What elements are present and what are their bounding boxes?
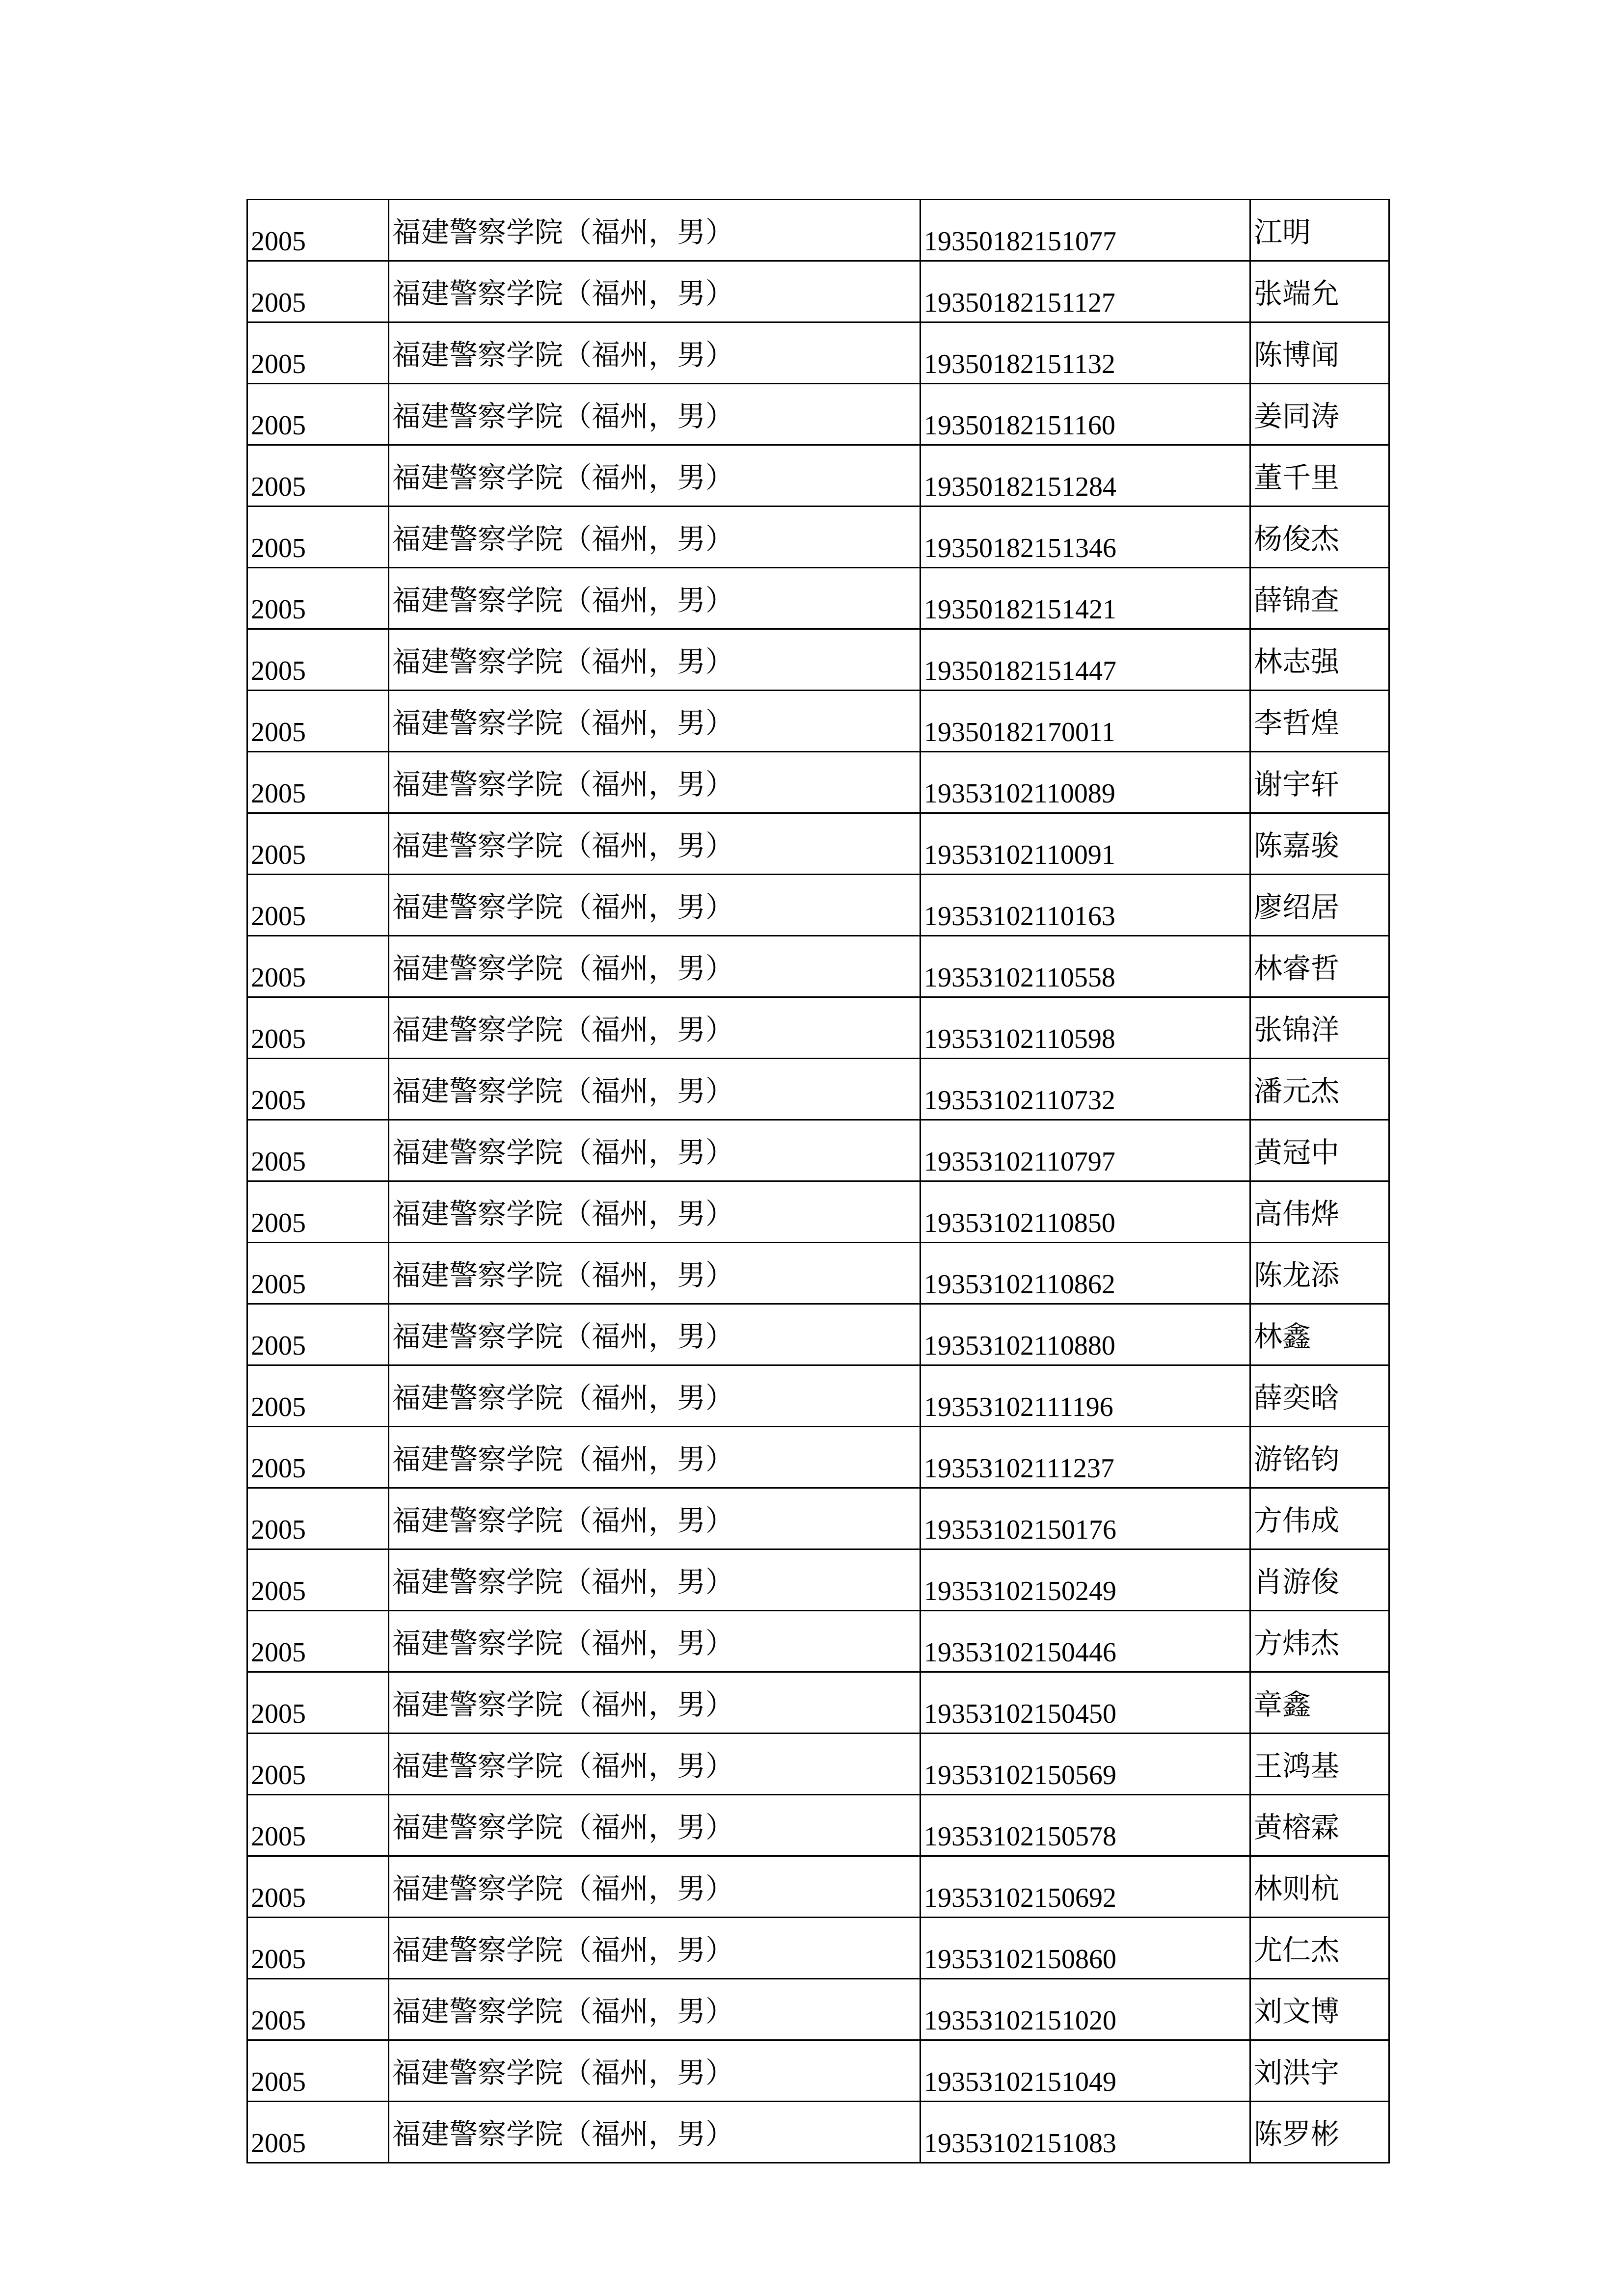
year-code-cell: 2005 bbox=[247, 1365, 389, 1427]
year-code-cell: 2005 bbox=[247, 507, 389, 568]
table-body bbox=[247, 200, 1389, 2163]
student-name-cell: 陈龙添 bbox=[1250, 1243, 1389, 1304]
table-row bbox=[247, 2102, 1389, 2163]
student-name-cell: 黄冠中 bbox=[1250, 1120, 1389, 1181]
candidate-number-cell: 19353102150176 bbox=[920, 1488, 1250, 1549]
school-name-cell: 福建警察学院（福州，男） bbox=[389, 1979, 920, 2040]
school-name-cell: 福建警察学院（福州，男） bbox=[389, 1611, 920, 1672]
student-name-cell: 姜同涛 bbox=[1250, 384, 1389, 445]
table-row bbox=[247, 629, 1389, 691]
student-name-cell: 廖绍居 bbox=[1250, 875, 1389, 936]
student-name-cell: 林则杭 bbox=[1250, 1856, 1389, 1918]
school-name-cell: 福建警察学院（福州，男） bbox=[389, 1365, 920, 1427]
school-name-cell: 福建警察学院（福州，男） bbox=[389, 1243, 920, 1304]
school-name-cell: 福建警察学院（福州，男） bbox=[389, 445, 920, 507]
year-code-cell: 2005 bbox=[247, 1672, 389, 1734]
candidate-number-cell: 19353102150450 bbox=[920, 1672, 1250, 1734]
year-code-cell: 2005 bbox=[247, 629, 389, 691]
candidate-number-cell: 19353102111196 bbox=[920, 1365, 1250, 1427]
candidate-number-cell: 19353102151020 bbox=[920, 1979, 1250, 2040]
year-code-cell: 2005 bbox=[247, 200, 389, 261]
candidate-number-cell: 19350182151132 bbox=[920, 322, 1250, 384]
student-name-cell: 黄榕霖 bbox=[1250, 1795, 1389, 1856]
candidate-number-cell: 19353102150860 bbox=[920, 1918, 1250, 1979]
student-name-cell: 薛锦查 bbox=[1250, 568, 1389, 629]
student-name-cell: 章鑫 bbox=[1250, 1672, 1389, 1734]
student-name-cell: 林睿哲 bbox=[1250, 936, 1389, 997]
candidate-number-cell: 19353102110598 bbox=[920, 997, 1250, 1059]
candidate-number-cell: 19353102150692 bbox=[920, 1856, 1250, 1918]
candidate-number-cell: 19353102110862 bbox=[920, 1243, 1250, 1304]
student-name-cell: 江明 bbox=[1250, 200, 1389, 261]
student-name-cell: 高伟烨 bbox=[1250, 1181, 1389, 1243]
year-code-cell: 2005 bbox=[247, 875, 389, 936]
student-name-cell: 张锦洋 bbox=[1250, 997, 1389, 1059]
table-row bbox=[247, 1549, 1389, 1611]
candidate-number-cell: 19353102150569 bbox=[920, 1734, 1250, 1795]
table-row bbox=[247, 261, 1389, 322]
year-code-cell: 2005 bbox=[247, 2102, 389, 2163]
candidate-number-cell: 19353102110880 bbox=[920, 1304, 1250, 1365]
student-name-cell: 尤仁杰 bbox=[1250, 1918, 1389, 1979]
table-row bbox=[247, 507, 1389, 568]
candidate-number-cell: 19353102151049 bbox=[920, 2040, 1250, 2102]
table-row bbox=[247, 691, 1389, 752]
table-row bbox=[247, 1734, 1389, 1795]
school-name-cell: 福建警察学院（福州，男） bbox=[389, 1734, 920, 1795]
candidate-number-cell: 19353102110797 bbox=[920, 1120, 1250, 1181]
candidate-number-cell: 19350182151284 bbox=[920, 445, 1250, 507]
year-code-cell: 2005 bbox=[247, 568, 389, 629]
school-name-cell: 福建警察学院（福州，男） bbox=[389, 997, 920, 1059]
table-row bbox=[247, 322, 1389, 384]
candidate-number-cell: 19353102150578 bbox=[920, 1795, 1250, 1856]
candidate-number-cell: 19353102150249 bbox=[920, 1549, 1250, 1611]
year-code-cell: 2005 bbox=[247, 1427, 389, 1488]
school-name-cell: 福建警察学院（福州，男） bbox=[389, 1672, 920, 1734]
school-name-cell: 福建警察学院（福州，男） bbox=[389, 875, 920, 936]
student-name-cell: 董千里 bbox=[1250, 445, 1389, 507]
student-name-cell: 林志强 bbox=[1250, 629, 1389, 691]
candidate-number-cell: 19350182170011 bbox=[920, 691, 1250, 752]
table-row bbox=[247, 1059, 1389, 1120]
year-code-cell: 2005 bbox=[247, 1181, 389, 1243]
student-name-cell: 刘文博 bbox=[1250, 1979, 1389, 2040]
admission-list-table bbox=[246, 199, 1390, 2163]
school-name-cell: 福建警察学院（福州，男） bbox=[389, 322, 920, 384]
table-row bbox=[247, 1795, 1389, 1856]
candidate-number-cell: 19350182151447 bbox=[920, 629, 1250, 691]
table-row bbox=[247, 1427, 1389, 1488]
student-name-cell: 潘元杰 bbox=[1250, 1059, 1389, 1120]
table-row bbox=[247, 1365, 1389, 1427]
year-code-cell: 2005 bbox=[247, 1304, 389, 1365]
student-name-cell: 方炜杰 bbox=[1250, 1611, 1389, 1672]
student-name-cell: 肖游俊 bbox=[1250, 1549, 1389, 1611]
year-code-cell: 2005 bbox=[247, 752, 389, 813]
table-row bbox=[247, 936, 1389, 997]
year-code-cell: 2005 bbox=[247, 1918, 389, 1979]
table-row bbox=[247, 384, 1389, 445]
candidate-number-cell: 19353102110163 bbox=[920, 875, 1250, 936]
table-row bbox=[247, 997, 1389, 1059]
school-name-cell: 福建警察学院（福州，男） bbox=[389, 1856, 920, 1918]
year-code-cell: 2005 bbox=[247, 322, 389, 384]
year-code-cell: 2005 bbox=[247, 1059, 389, 1120]
school-name-cell: 福建警察学院（福州，男） bbox=[389, 752, 920, 813]
school-name-cell: 福建警察学院（福州，男） bbox=[389, 1181, 920, 1243]
student-name-cell: 刘洪宇 bbox=[1250, 2040, 1389, 2102]
table-row bbox=[247, 2040, 1389, 2102]
student-name-cell: 张端允 bbox=[1250, 261, 1389, 322]
table-row bbox=[247, 445, 1389, 507]
student-name-cell: 林鑫 bbox=[1250, 1304, 1389, 1365]
candidate-number-cell: 19353102151083 bbox=[920, 2102, 1250, 2163]
table-row bbox=[247, 200, 1389, 261]
candidate-number-cell: 19350182151077 bbox=[920, 200, 1250, 261]
school-name-cell: 福建警察学院（福州，男） bbox=[389, 2040, 920, 2102]
school-name-cell: 福建警察学院（福州，男） bbox=[389, 1427, 920, 1488]
school-name-cell: 福建警察学院（福州，男） bbox=[389, 629, 920, 691]
year-code-cell: 2005 bbox=[247, 1795, 389, 1856]
year-code-cell: 2005 bbox=[247, 1549, 389, 1611]
year-code-cell: 2005 bbox=[247, 813, 389, 875]
table-row bbox=[247, 1856, 1389, 1918]
student-name-cell: 方伟成 bbox=[1250, 1488, 1389, 1549]
table-row bbox=[247, 1979, 1389, 2040]
candidate-number-cell: 19353102110089 bbox=[920, 752, 1250, 813]
school-name-cell: 福建警察学院（福州，男） bbox=[389, 1795, 920, 1856]
school-name-cell: 福建警察学院（福州，男） bbox=[389, 936, 920, 997]
school-name-cell: 福建警察学院（福州，男） bbox=[389, 261, 920, 322]
table-row bbox=[247, 1672, 1389, 1734]
year-code-cell: 2005 bbox=[247, 691, 389, 752]
student-name-cell: 陈嘉骏 bbox=[1250, 813, 1389, 875]
school-name-cell: 福建警察学院（福州，男） bbox=[389, 507, 920, 568]
candidate-number-cell: 19353102110558 bbox=[920, 936, 1250, 997]
table-row bbox=[247, 1918, 1389, 1979]
table-row bbox=[247, 1611, 1389, 1672]
year-code-cell: 2005 bbox=[247, 1488, 389, 1549]
table-row bbox=[247, 875, 1389, 936]
school-name-cell: 福建警察学院（福州，男） bbox=[389, 1120, 920, 1181]
table-row bbox=[247, 1120, 1389, 1181]
school-name-cell: 福建警察学院（福州，男） bbox=[389, 1059, 920, 1120]
table-row bbox=[247, 1181, 1389, 1243]
year-code-cell: 2005 bbox=[247, 936, 389, 997]
candidate-number-cell: 19350182151346 bbox=[920, 507, 1250, 568]
candidate-number-cell: 19350182151421 bbox=[920, 568, 1250, 629]
student-name-cell: 谢宇轩 bbox=[1250, 752, 1389, 813]
year-code-cell: 2005 bbox=[247, 1979, 389, 2040]
student-name-cell: 王鸿基 bbox=[1250, 1734, 1389, 1795]
year-code-cell: 2005 bbox=[247, 261, 389, 322]
year-code-cell: 2005 bbox=[247, 445, 389, 507]
table-row bbox=[247, 752, 1389, 813]
year-code-cell: 2005 bbox=[247, 1120, 389, 1181]
candidate-number-cell: 19353102111237 bbox=[920, 1427, 1250, 1488]
school-name-cell: 福建警察学院（福州，男） bbox=[389, 1488, 920, 1549]
student-name-cell: 陈罗彬 bbox=[1250, 2102, 1389, 2163]
year-code-cell: 2005 bbox=[247, 384, 389, 445]
table-row bbox=[247, 813, 1389, 875]
table-row bbox=[247, 568, 1389, 629]
table-row bbox=[247, 1304, 1389, 1365]
candidate-number-cell: 19350182151160 bbox=[920, 384, 1250, 445]
year-code-cell: 2005 bbox=[247, 2040, 389, 2102]
student-name-cell: 游铭钧 bbox=[1250, 1427, 1389, 1488]
school-name-cell: 福建警察学院（福州，男） bbox=[389, 691, 920, 752]
student-name-cell: 陈博闻 bbox=[1250, 322, 1389, 384]
year-code-cell: 2005 bbox=[247, 1611, 389, 1672]
school-name-cell: 福建警察学院（福州，男） bbox=[389, 200, 920, 261]
year-code-cell: 2005 bbox=[247, 1856, 389, 1918]
student-name-cell: 薛奕晗 bbox=[1250, 1365, 1389, 1427]
candidate-number-cell: 19353102150446 bbox=[920, 1611, 1250, 1672]
student-name-cell: 杨俊杰 bbox=[1250, 507, 1389, 568]
school-name-cell: 福建警察学院（福州，男） bbox=[389, 1549, 920, 1611]
candidate-number-cell: 19353102110732 bbox=[920, 1059, 1250, 1120]
table-row bbox=[247, 1488, 1389, 1549]
student-name-cell: 李哲煌 bbox=[1250, 691, 1389, 752]
candidate-number-cell: 19350182151127 bbox=[920, 261, 1250, 322]
candidate-number-cell: 19353102110091 bbox=[920, 813, 1250, 875]
school-name-cell: 福建警察学院（福州，男） bbox=[389, 2102, 920, 2163]
table-row bbox=[247, 1243, 1389, 1304]
school-name-cell: 福建警察学院（福州，男） bbox=[389, 1918, 920, 1979]
year-code-cell: 2005 bbox=[247, 997, 389, 1059]
school-name-cell: 福建警察学院（福州，男） bbox=[389, 1304, 920, 1365]
school-name-cell: 福建警察学院（福州，男） bbox=[389, 813, 920, 875]
school-name-cell: 福建警察学院（福州，男） bbox=[389, 568, 920, 629]
school-name-cell: 福建警察学院（福州，男） bbox=[389, 384, 920, 445]
year-code-cell: 2005 bbox=[247, 1734, 389, 1795]
year-code-cell: 2005 bbox=[247, 1243, 389, 1304]
candidate-number-cell: 19353102110850 bbox=[920, 1181, 1250, 1243]
